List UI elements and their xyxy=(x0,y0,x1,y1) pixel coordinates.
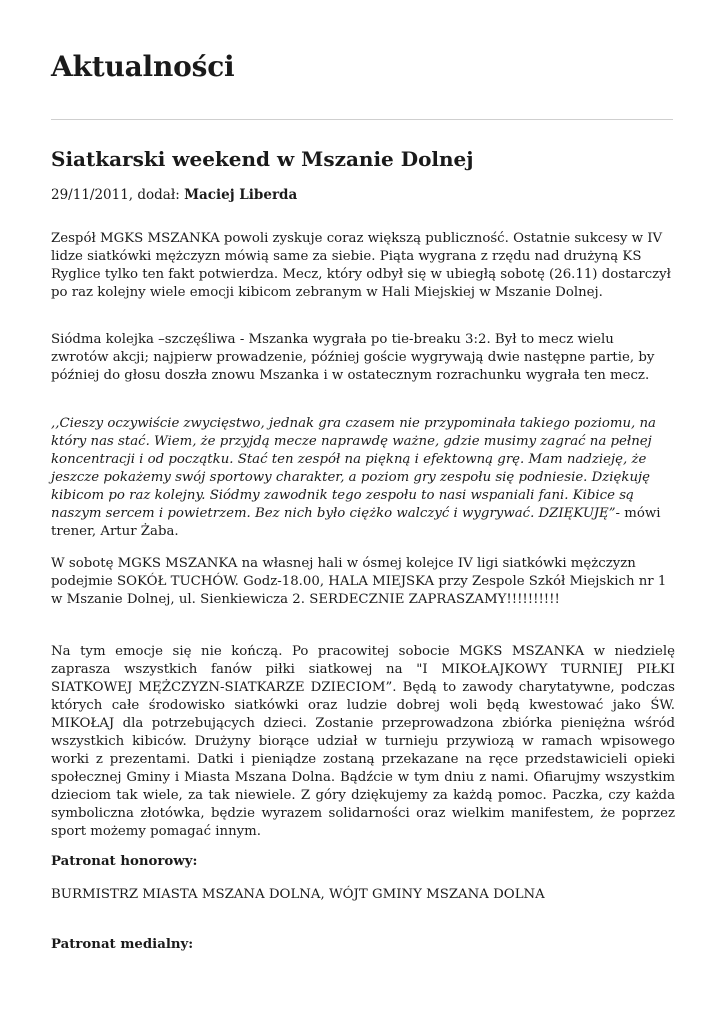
paragraph-intro: Zespół MGKS MSZANKA powoli zyskuje coraz większą publiczność. Ostatnie sukcesy w IV lidze siatkówki mężczyzn mówią same za siebie. Piąta wygrana z rzędu nad drużyną KS Ryglice tylko ten fakt potwierdza. Mecz, który odbył się w ubiegłą sobotę (26.11) dostarczył po raz kolejny wiele emocji kibicom zebranym w Hali Miejskiej w Mszanie Dolnej. xyxy=(51,231,671,300)
article-author: Maciej Liberda xyxy=(184,187,298,203)
quote-attribution: - mówi trener, Artur Żaba. xyxy=(51,506,661,539)
paragraph-tournament: Na tym emocje się nie kończą. Po pracowitej sobocie MGKS MSZANKA w niedzielę zaprasza wszystkich fanów piłki siatkowej na "I MIKOŁAJKOWY TURNIEJ PIŁKI SIATKOWEJ MĘŻCZYZN-SIATKARZE DZIECIOM”. Będą to zawody charytatywne, podczas których całe środowisko siatkówki oraz ludzie dobrej woli będą kwestować jako ŚW. MIKOŁAJ dla potrzebujących dzieci. Zostanie przeprowadzona zbiórka pieniężna wśród wszystkich kibiców. Drużyny biorące udział w turnieju przywiozą w ramach wpisowego worki z prezentami. Datki i pieniądze zostaną przekazane na ręce przedstawicieli opieki społecznej Gminy i Miasta Mszana Dolna. Bądźcie w tym dniu z nami. Ofiarujmy wszystkim dzieciom tak wiele, za tak niewiele. Z góry dziękujemy za każdą pomoc. Paczka, czy każda symboliczna złotówka, będzie wyrazem solidarności oraz wielkim manifestem, że poprzez sport możemy pomagać innym. xyxy=(51,644,675,839)
honorary-patronage-label: Patronat honorowy: xyxy=(51,854,198,869)
article-meta xyxy=(51,187,297,203)
article-date: 29/11/2011, dodał: xyxy=(51,187,185,203)
paragraph-next-match: W sobotę MGKS MSZANKA na własnej hali w ósmej kolejce IV ligi siatkówki mężczyzn podejmie SOKÓŁ TUCHÓW. Godz-18.00, HALA MIEJSKA przy Zespole Szkół Miejskich nr 1 w Mszanie Dolnej, ul. Sienkiewicza 2. SERDECZNIE ZAPRASZAMY!!!!!!!!!! xyxy=(51,556,667,607)
paragraph-quote xyxy=(51,415,675,541)
coach-quote: ,,Cieszy oczywiście zwycięstwo, jednak gra czasem nie przypominała takiego poziomu, na który nas stać. Wiem, że przyjdą mecze naprawdę ważne, gdzie musimy zagrać na pełnej koncentracji i od początku. Stać ten zespół na piękną i efektowną grę. Mam nadzieję, że jeszcze pokażemy swój sportowy charakter, a poziom gry zespołu się podniesie. Dziękuję kibicom po raz kolejny. Siódmy zawodnik tego zespołu to nasi wspaniali fani. Kibice są naszym sercem i powietrzem. Bez nich było ciężko walczyć i wygrywać. DZIĘKUJĘ” xyxy=(51,416,656,521)
article-title: Siatkarski weekend w Mszanie Dolnej xyxy=(51,147,474,171)
section-title: Aktualności xyxy=(51,50,235,83)
paragraph-match-summary: Siódma kolejka –szczęśliwa - Mszanka wygrała po tie-breaku 3:2. Był to mecz wielu zwrotów akcji; najpierw prowadzenie, później goście wygrywają dwie następne partie, by później do głosu doszła znowu Mszanka i w ostatecznym rozrachunku wygrała ten mecz. xyxy=(51,332,655,383)
media-patronage-label: Patronat medialny: xyxy=(51,937,194,952)
title-divider xyxy=(51,119,673,120)
honorary-patronage-value: BURMISTRZ MIASTA MSZANA DOLNA, WÓJT GMINY MSZANA DOLNA xyxy=(51,887,545,902)
